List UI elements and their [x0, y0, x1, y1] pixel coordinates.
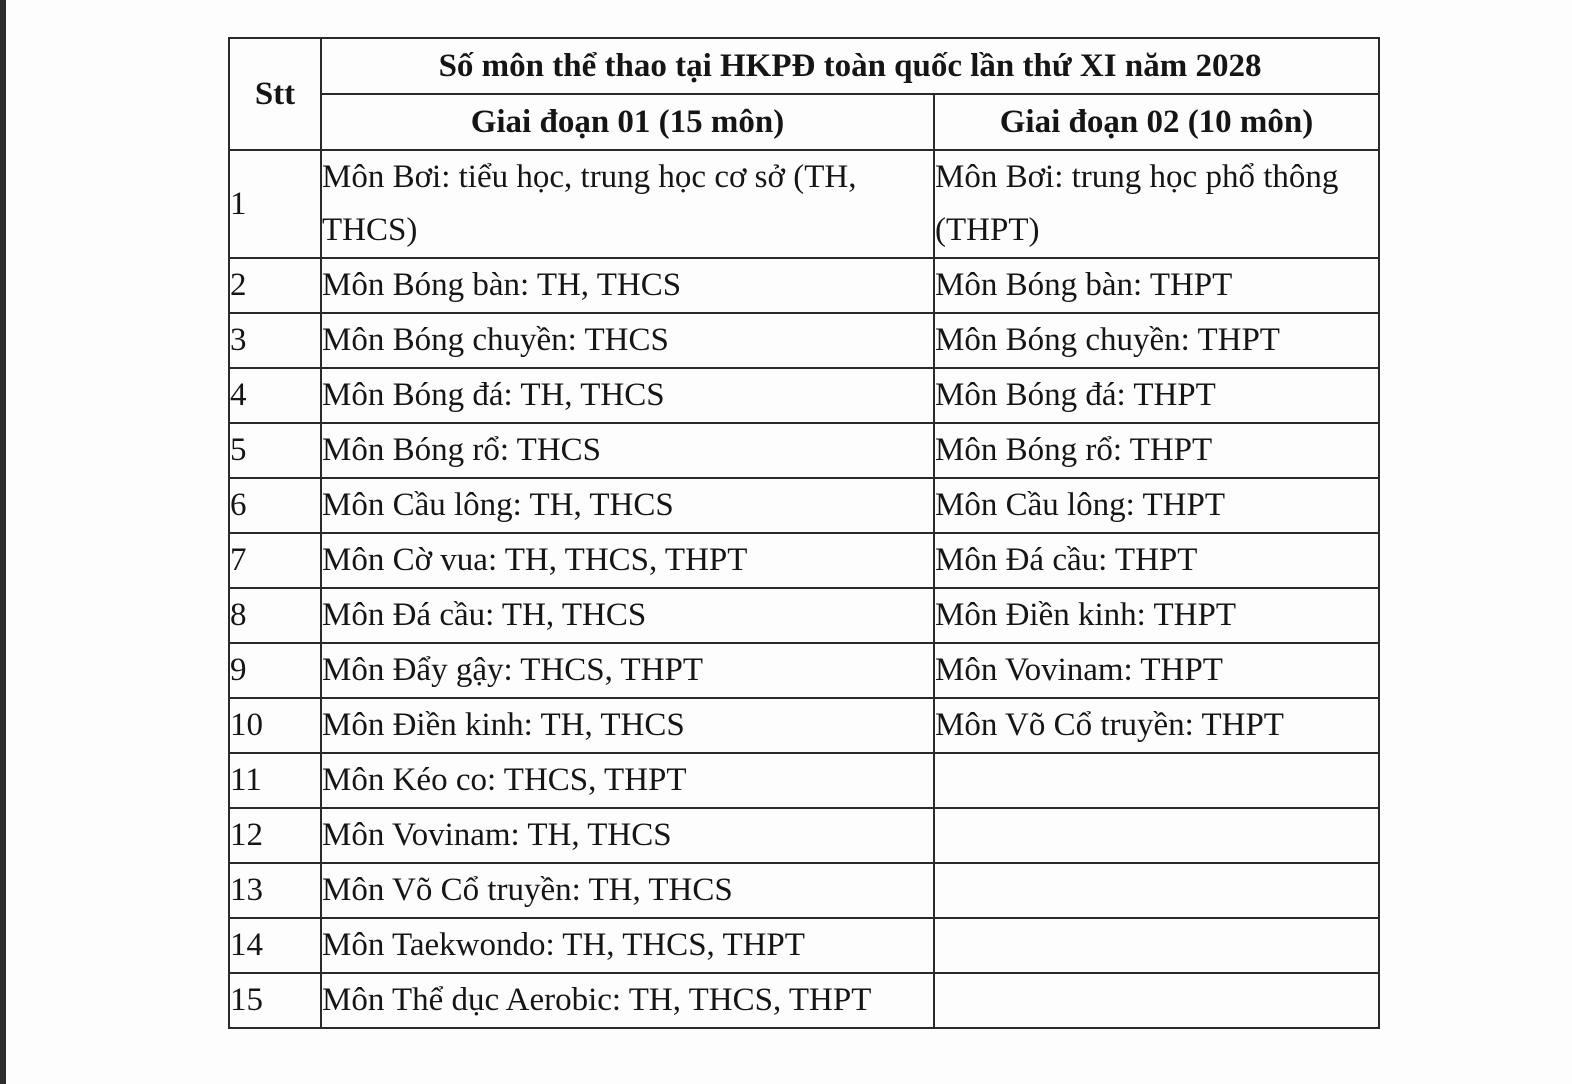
table-row [229, 588, 1379, 643]
row-stt: 11 [229, 753, 321, 808]
table-row [229, 533, 1379, 588]
row-phase1: Môn Cầu lông: TH, THCS [321, 478, 934, 533]
table-row [229, 368, 1379, 423]
row-phase1: Môn Bóng bàn: TH, THCS [321, 258, 934, 313]
row-phase1: Môn Taekwondo: TH, THCS, THPT [321, 918, 934, 973]
row-phase2 [934, 753, 1379, 808]
sports-table [228, 37, 1380, 1029]
table-row [229, 918, 1379, 973]
row-stt: 14 [229, 918, 321, 973]
row-phase2: Môn Cầu lông: THPT [934, 478, 1379, 533]
table-title: Số môn thể thao tại HKPĐ toàn quốc lần thứ XI năm 2028 [321, 38, 1379, 94]
row-stt: 8 [229, 588, 321, 643]
row-stt: 1 [229, 150, 321, 258]
row-phase1: Môn Đẩy gậy: THCS, THPT [321, 643, 934, 698]
table-row [229, 313, 1379, 368]
table-row [229, 478, 1379, 533]
row-phase2 [934, 918, 1379, 973]
row-phase2: Môn Bóng đá: THPT [934, 368, 1379, 423]
row-phase2 [934, 808, 1379, 863]
row-phase1: Môn Bóng chuyền: THCS [321, 313, 934, 368]
row-phase1: Môn Bơi: tiểu học, trung học cơ sở (TH, THCS) [321, 150, 934, 258]
row-phase1: Môn Bóng đá: TH, THCS [321, 368, 934, 423]
table-row [229, 698, 1379, 753]
row-phase1: Môn Vovinam: TH, THCS [321, 808, 934, 863]
row-phase1: Môn Võ Cổ truyền: TH, THCS [321, 863, 934, 918]
table-header-row [229, 38, 1379, 94]
row-stt: 3 [229, 313, 321, 368]
row-stt: 13 [229, 863, 321, 918]
row-phase1: Môn Cờ vua: TH, THCS, THPT [321, 533, 934, 588]
row-phase1: Môn Thể dục Aerobic: TH, THCS, THPT [321, 973, 934, 1028]
row-stt: 5 [229, 423, 321, 478]
row-phase1: Môn Điền kinh: TH, THCS [321, 698, 934, 753]
row-phase2: Môn Đá cầu: THPT [934, 533, 1379, 588]
table-row [229, 808, 1379, 863]
table-row [229, 423, 1379, 478]
table-row [229, 643, 1379, 698]
row-phase2: Môn Điền kinh: THPT [934, 588, 1379, 643]
row-stt: 6 [229, 478, 321, 533]
table-row [229, 753, 1379, 808]
row-phase1: Môn Bóng rổ: THCS [321, 423, 934, 478]
row-phase2: Môn Bóng rổ: THPT [934, 423, 1379, 478]
row-stt: 4 [229, 368, 321, 423]
row-stt: 9 [229, 643, 321, 698]
row-stt: 10 [229, 698, 321, 753]
row-phase2 [934, 973, 1379, 1028]
page-left-edge [0, 0, 6, 1084]
row-stt: 15 [229, 973, 321, 1028]
row-phase2: Môn Bóng bàn: THPT [934, 258, 1379, 313]
row-phase2: Môn Vovinam: THPT [934, 643, 1379, 698]
row-phase2: Môn Võ Cổ truyền: THPT [934, 698, 1379, 753]
phase1-header: Giai đoạn 01 (15 môn) [321, 94, 934, 150]
row-phase1: Môn Đá cầu: TH, THCS [321, 588, 934, 643]
table-row [229, 973, 1379, 1028]
table-body [229, 150, 1379, 1028]
row-phase2: Môn Bóng chuyền: THPT [934, 313, 1379, 368]
row-stt: 7 [229, 533, 321, 588]
row-phase2 [934, 863, 1379, 918]
phase-header-row [229, 94, 1379, 150]
row-stt: 2 [229, 258, 321, 313]
table-row [229, 863, 1379, 918]
phase2-header: Giai đoạn 02 (10 môn) [934, 94, 1379, 150]
row-phase2: Môn Bơi: trung học phổ thông (THPT) [934, 150, 1379, 258]
table-row [229, 258, 1379, 313]
stt-header: Stt [229, 38, 321, 150]
row-phase1: Môn Kéo co: THCS, THPT [321, 753, 934, 808]
table-row [229, 150, 1379, 258]
row-stt: 12 [229, 808, 321, 863]
